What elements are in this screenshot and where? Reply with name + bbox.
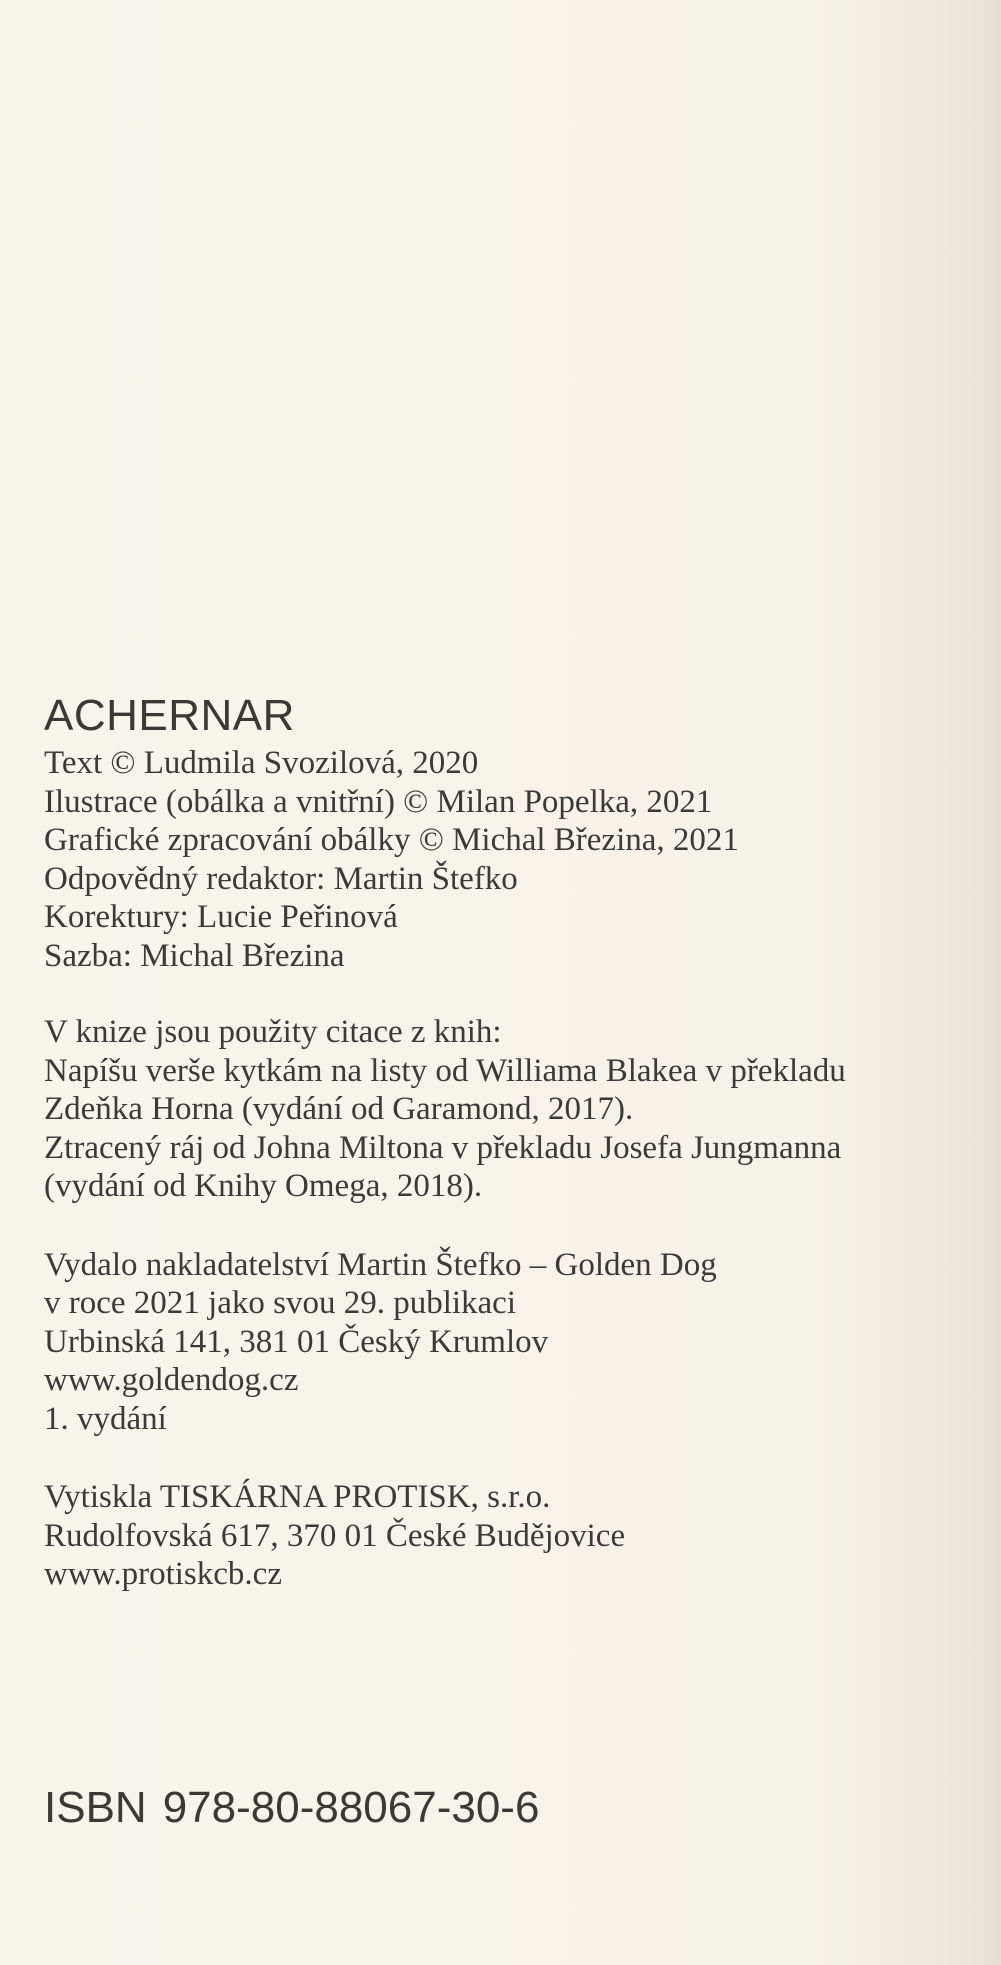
book-title: ACHERNAR: [44, 691, 295, 740]
publisher-block: [44, 1246, 1001, 1439]
publisher-line: Vydalo nakladatelství Martin Štefko – Golden Dog: [44, 1246, 717, 1283]
credit-line: Ilustrace (obálka a vnitřní) © Milan Popelka, 2021: [44, 783, 713, 820]
citation-line: V knize jsou použity citace z knih:: [44, 1014, 502, 1050]
citation-line: Ztracený ráj od Johna Miltona v překladu Josefa Jungmanna: [44, 1129, 842, 1166]
imprint-text: [44, 690, 1001, 1594]
printer-line: Rudolfovská 617, 370 01 České Budějovice: [44, 1517, 626, 1554]
isbn: [44, 1782, 539, 1834]
credit-line: Text © Ludmila Svozilová, 2020: [44, 745, 479, 781]
publisher-line: Urbinská 141, 381 01 Český Krumlov: [44, 1323, 549, 1360]
citation-line: Napíšu verše kytkám na listy od Williama Blakea v překladu: [44, 1052, 846, 1089]
publisher-line: v roce 2021 jako svou 29. publikaci: [44, 1285, 516, 1321]
publisher-line: www.goldendog.cz: [44, 1362, 299, 1398]
printer-block: [44, 1478, 1001, 1594]
credit-line: Odpovědný redaktor: Martin Štefko: [44, 860, 518, 897]
credit-line: Grafické zpracování obálky © Michal Březina, 2021: [44, 822, 739, 858]
publisher-line: 1. vydání: [44, 1400, 167, 1437]
citation-line: Zdeňka Horna (vydání od Garamond, 2017).: [44, 1091, 634, 1127]
isbn-label: ISBN: [44, 1783, 147, 1832]
isbn-number: 978-80-88067-30-6: [162, 1783, 540, 1832]
credit-line: Sazba: Michal Březina: [44, 937, 345, 974]
credit-line: Korektury: Lucie Peřinová: [44, 899, 398, 935]
citations-block: [44, 1013, 1001, 1206]
printer-line: Vytiskla TISKÁRNA PROTISK, s.r.o.: [44, 1479, 551, 1515]
credits-block: [44, 744, 1001, 975]
printer-line: www.protiskcb.cz: [44, 1556, 282, 1592]
citation-line: (vydání od Knihy Omega, 2018).: [44, 1168, 483, 1204]
